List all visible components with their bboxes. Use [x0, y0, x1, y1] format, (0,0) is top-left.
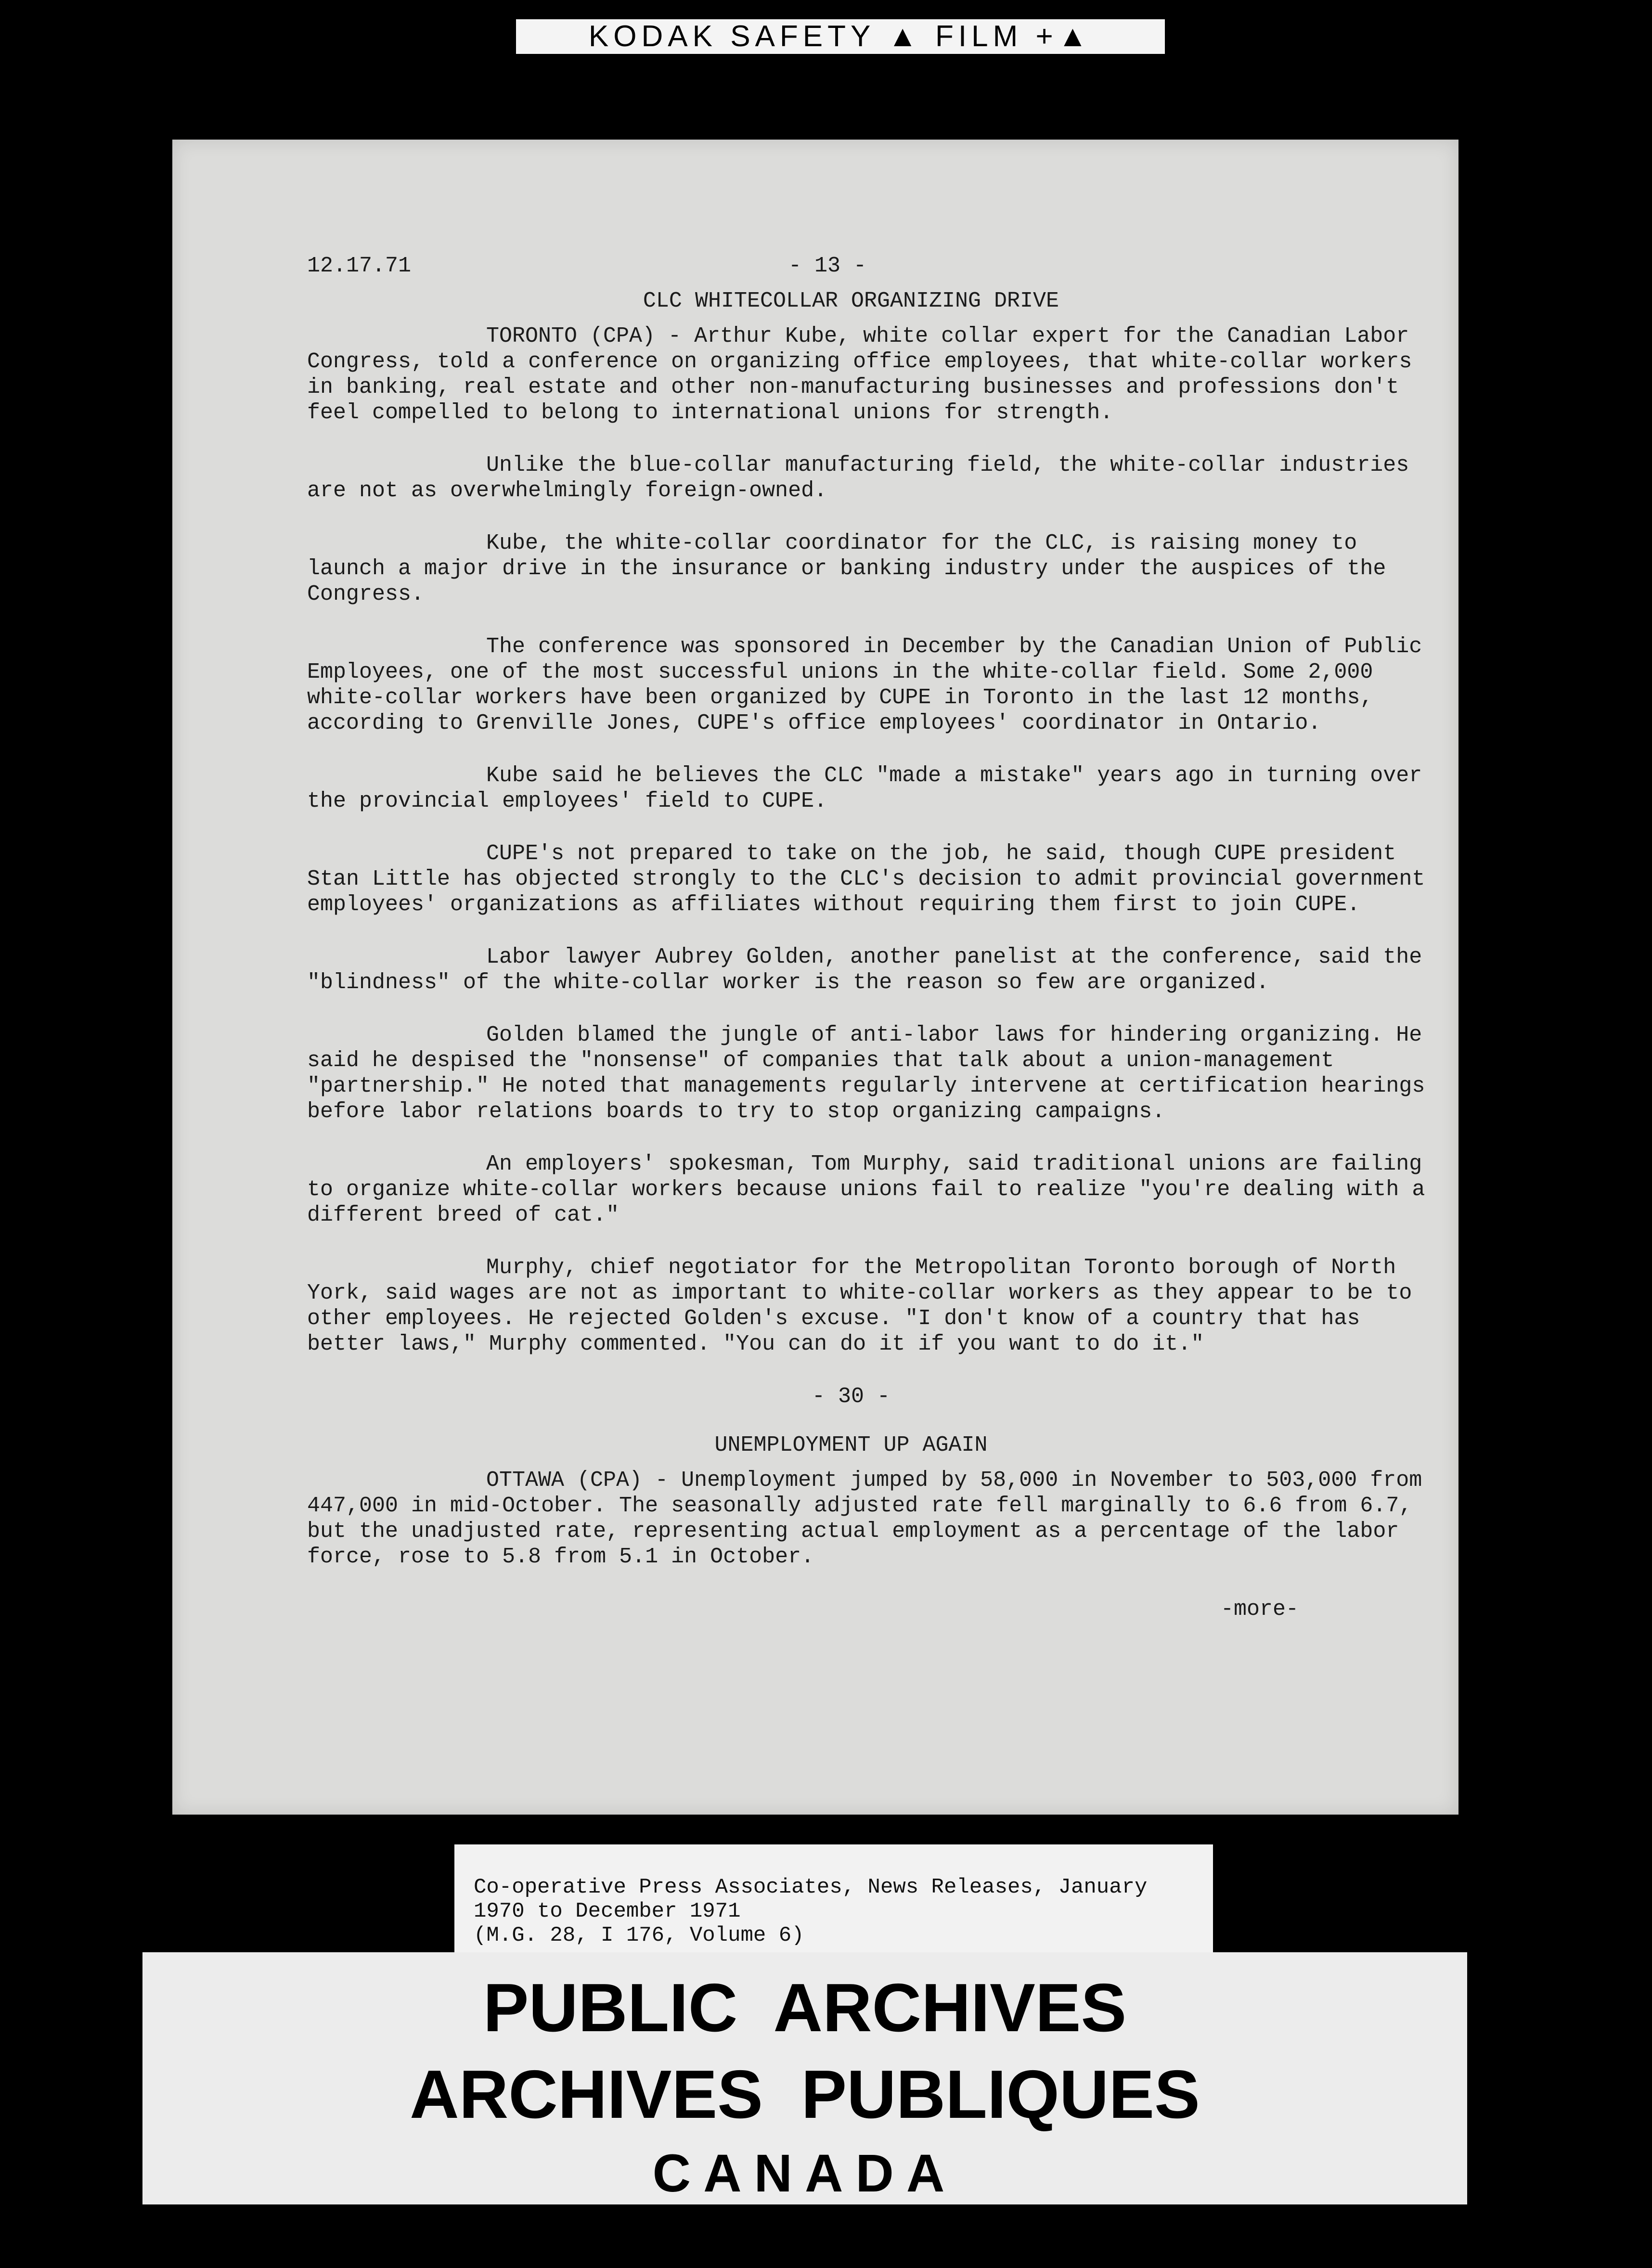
story1-paragraph: Murphy, chief negotiator for the Metropolitan Toronto borough of North York, said wages are not as important to white-collar workers as they appear to be to other employees. He rejected Golden's excuse. "I don't know of a country that has better laws," Murphy commented. "You can do it if you want to do it." — [307, 1255, 1412, 1356]
public-archives-banner — [142, 1952, 1467, 2204]
story1-paragraph: Golden blamed the jungle of anti-labor laws for hindering organizing. He said he despised the "nonsense" of companies that talk about a union-management "partnership." He noted that managements regularly intervene at certification hearings before labor relations boards to try to stop organizing campaigns. — [307, 1023, 1425, 1124]
story1-paragraph: Kube, the white-collar coordinator for the CLC, is raising money to launch a major drive in the insurance or banking industry under the auspices of the Congress. — [307, 531, 1386, 606]
story1-paragraph: Unlike the blue-collar manufacturing field, the white-collar industries are not as overwhelmingly foreign-owned. — [307, 453, 1409, 503]
story1-paragraph: An employers' spokesman, Tom Murphy, said traditional unions are failing to organize white-collar workers because unions fail to realize "you're dealing with a different breed of cat." — [307, 1152, 1425, 1227]
archive-caption-label — [454, 1844, 1213, 1952]
story1-headline: CLC WHITECOLLAR ORGANIZING DRIVE — [643, 289, 1059, 313]
document-date: 12.17.71 — [307, 254, 412, 278]
banner-country: CANADA — [652, 2144, 957, 2203]
banner-title-english: PUBLIC ARCHIVES — [483, 1970, 1127, 2046]
story2-headline: UNEMPLOYMENT UP AGAIN — [714, 1433, 988, 1457]
caption-line: Co-operative Press Associates, News Releases, January — [474, 1875, 1148, 1899]
page-number: - 13 - — [788, 254, 867, 278]
story1-paragraph: Kube said he believes the CLC "made a mistake" years ago in turning over the provincial employees' field to CUPE. — [307, 763, 1422, 813]
caption-line: (M.G. 28, I 176, Volume 6) — [474, 1923, 804, 1947]
document-page — [172, 140, 1458, 1815]
story1-paragraph: TORONTO (CPA) - Arthur Kube, white collar expert for the Canadian Labor Congress, told a conference on organizing office employees, that white-collar workers in banking, real estate and other non-manufacturing businesses and professions don't feel compelled to belong to international unions for strength. — [307, 324, 1412, 425]
caption-line: 1970 to December 1971 — [474, 1899, 741, 1923]
film-edge-marking: KODAK SAFETY ▲ FILM +▲ — [516, 19, 1165, 54]
banner-title-french: ARCHIVES PUBLIQUES — [410, 2056, 1200, 2133]
story1-paragraph: Labor lawyer Aubrey Golden, another panelist at the conference, said the "blindness" of the white-collar worker is the reason so few are organized. — [307, 945, 1422, 995]
story1-paragraph: The conference was sponsored in December by the Canadian Union of Public Employees, one of the most successful unions in the white-collar field. Some 2,000 white-collar workers have been organized by CUPE in Toronto in the last 12 months, according to Grenville Jones, CUPE's office employees' coordinator in Ontario. — [307, 634, 1422, 735]
document-header — [307, 253, 1443, 279]
story2-paragraph: OTTAWA (CPA) - Unemployment jumped by 58,000 in November to 503,000 from 447,000 in mid-October. The seasonally adjusted rate fell marginally to 6.6 from 6.7, but the unadjusted rate, representing actual employment as a percentage of the labor force, rose to 5.8 from 5.1 in October. — [307, 1468, 1422, 1569]
story-separator: - 30 - — [812, 1384, 891, 1409]
story1-paragraph: CUPE's not prepared to take on the job, he said, though CUPE president Stan Little has objected strongly to the CLC's decision to admit provincial government employees' organizations as affiliates without requiring them first to join CUPE. — [307, 841, 1425, 917]
document-body — [307, 253, 1443, 1622]
more-marker: -more- — [1220, 1597, 1299, 1622]
